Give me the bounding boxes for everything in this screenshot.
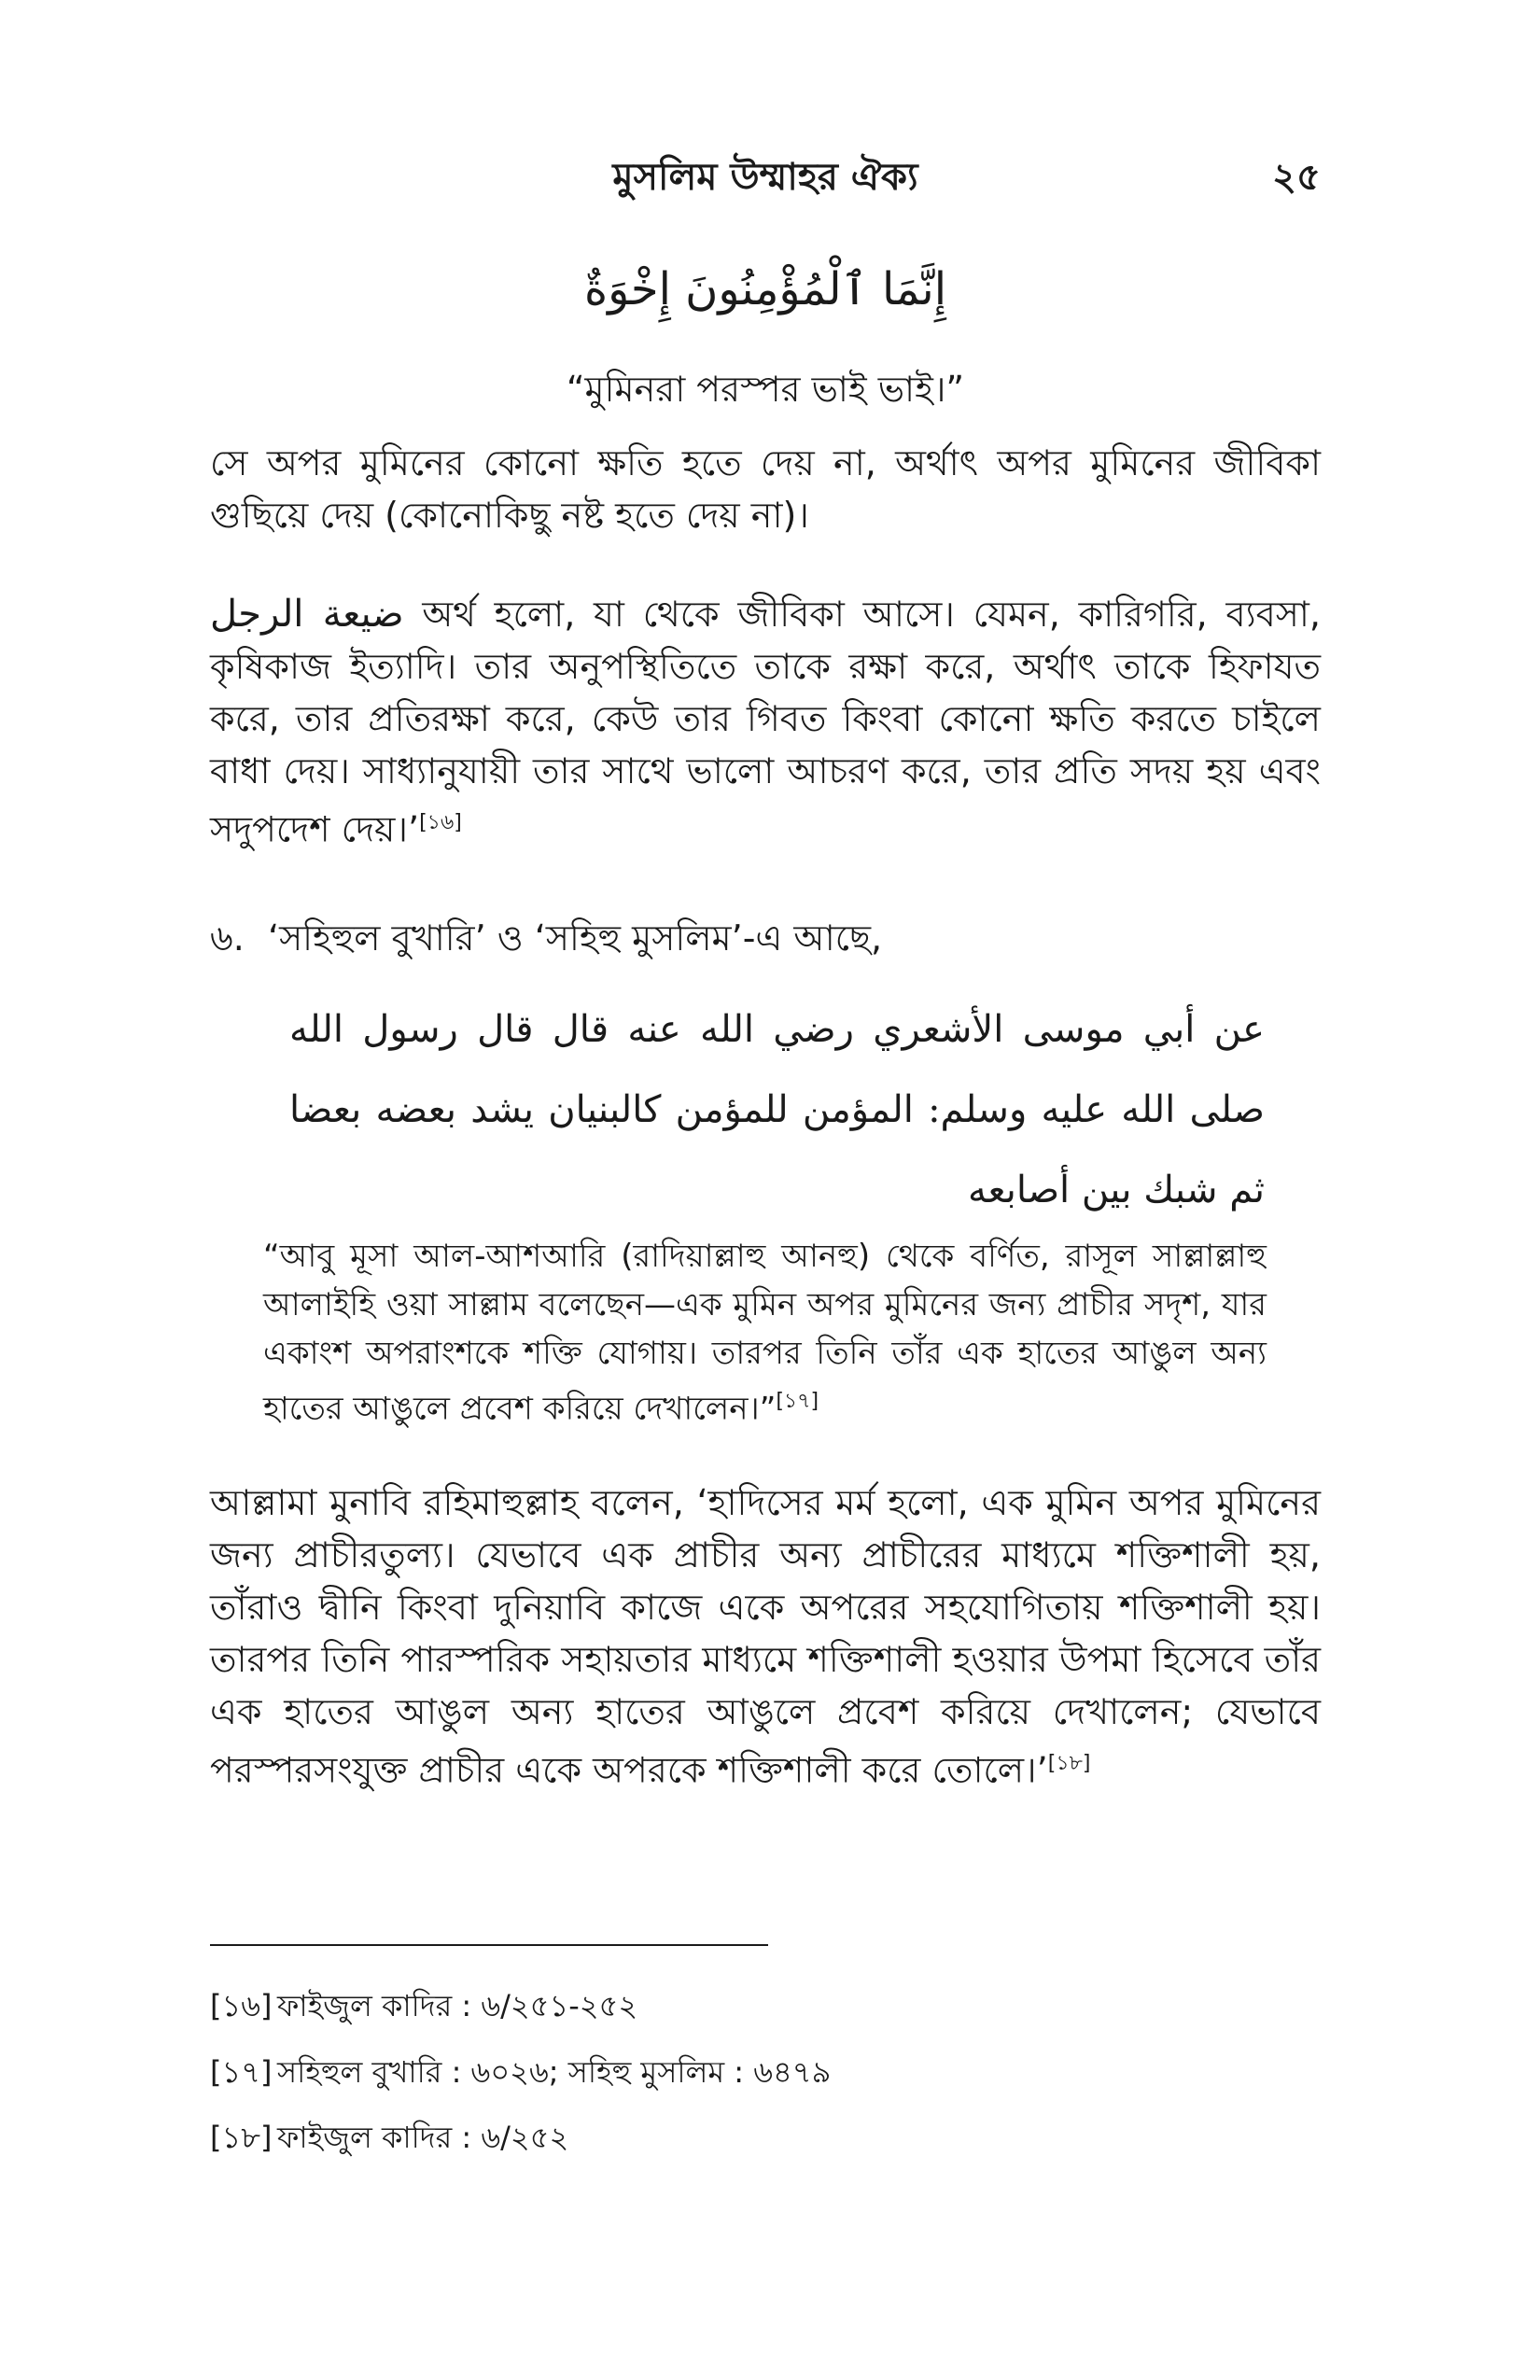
footnote-text: ফাইজুল কাদির : ৬/২৫২ bbox=[277, 2120, 569, 2155]
footnote-16 bbox=[210, 1982, 1321, 2033]
footnote-18 bbox=[210, 2114, 1321, 2164]
footnote-ref-16[interactable]: [১৬] bbox=[419, 811, 462, 834]
paragraph-1: সে অপর মুমিনের কোনো ক্ষতি হতে দেয় না, অর্থাৎ অপর মুমিনের জীবিকা গুছিয়ে দেয় (কোনোকিছু নষ্ট হতে দেয় না)। bbox=[210, 442, 1321, 536]
arabic-term: ضيعة الرجل bbox=[210, 593, 404, 636]
footnote-ref-17[interactable]: [১৭] bbox=[776, 1390, 819, 1413]
footnote-text: সহিহুল বুখারি : ৬০২৬; সহিহু মুসলিম : ৬৪৭৯ bbox=[277, 2054, 832, 2090]
footnote-mark: [১৬] bbox=[210, 1988, 273, 2023]
running-title: মুসলিম উম্মাহর ঐক্য bbox=[612, 156, 918, 199]
footnote-mark: [১৭] bbox=[210, 2054, 273, 2090]
footnote-divider bbox=[210, 1944, 768, 1946]
list-item-6 bbox=[210, 911, 1321, 971]
footnote-mark: [১৮] bbox=[210, 2120, 273, 2155]
list-item-number: ৬. bbox=[210, 917, 245, 959]
paragraph-2 bbox=[210, 588, 1321, 856]
footnote-ref-18[interactable]: [১৮] bbox=[1047, 1752, 1091, 1775]
paragraph-2-text: অর্থ হলো, যা থেকে জীবিকা আসে। যেমন, কারিগরি, ব্যবসা, কৃষিকাজ ইত্যাদি। তার অনুপস্থিতিতে তাকে রক্ষা করে, অর্থাৎ তাকে হিফাযত করে, তার প্রতিরক্ষা করে, কেউ তার গিবত কিংবা কোনো ক্ষতি করতে চাইলে বাধা দেয়। সাধ্যানুযায়ী তার সাথে ভালো আচরণ করে, তার প্রতি সদয় হয় এবং সদুপদেশ দেয়।’ bbox=[210, 594, 1321, 850]
list-item-text: ‘সহিহুল বুখারি’ ও ‘সহিহু মুসলিম’-এ আছে, bbox=[268, 917, 883, 959]
page-number: ২৫ bbox=[1272, 156, 1321, 199]
quran-verse-translation: “মুমিনরা পরস্পর ভাই ভাই।” bbox=[566, 369, 965, 410]
hadith-arabic: عن أبي موسى الأشعري رضي الله عنه قال قال رسول الله صلى الله عليه وسلم: المؤمن للمؤمن كالبنيان يشد بعضه بعضا ثم شبك بين أصابعه bbox=[289, 1008, 1265, 1211]
paragraph-3-text: আল্লামা মুনাবি রহিমাহুল্লাহ বলেন, ‘হাদিসের মর্ম হলো, এক মুমিন অপর মুমিনের জন্য প্রাচীরতুল্য। যেভাবে এক প্রাচীর অন্য প্রাচীরের মাধ্যমে শক্তিশালী হয়, তাঁরাও দ্বীনি কিংবা দুনিয়াবি কাজে একে অপরের সহযোগিতায় শক্তিশালী হয়। তারপর তিনি পারস্পরিক সহায়তার মাধ্যমে শক্তিশালী হওয়ার উপমা হিসেবে তাঁর এক হাতের আঙুল অন্য হাতের আঙুলে প্রবেশ করিয়ে দেখালেন; যেভাবে পরস্পরসংযুক্ত প্রাচীর একে অপরকে শক্তিশালী করে তোলে।’ bbox=[210, 1482, 1321, 1791]
page-header bbox=[210, 140, 1321, 205]
hadith-translation bbox=[263, 1232, 1267, 1433]
paragraph-3 bbox=[210, 1477, 1321, 1797]
footnote-text: ফাইজুল কাদির : ৬/২৫১-২৫২ bbox=[277, 1988, 638, 2023]
footnote-17 bbox=[210, 2049, 1321, 2099]
quran-verse-arabic: إِنَّمَا ٱلْمُؤْمِنُونَ إِخْوَةٌ bbox=[583, 263, 947, 315]
hadith-translation-text: “আবু মূসা আল-আশআরি (রাদিয়াল্লাহু আনহু) থেকে বর্ণিত, রাসূল সাল্লাল্লাহু আলাইহি ওয়া সাল্লাম বলেছেন—এক মুমিন অপর মুমিনের জন্য প্রাচীর সদৃশ, যার একাংশ অপরাংশকে শক্তি যোগায়। তারপর তিনি তাঁর এক হাতের আঙুল অন্য হাতের আঙুলে প্রবেশ করিয়ে দেখালেন।” bbox=[263, 1238, 1267, 1428]
